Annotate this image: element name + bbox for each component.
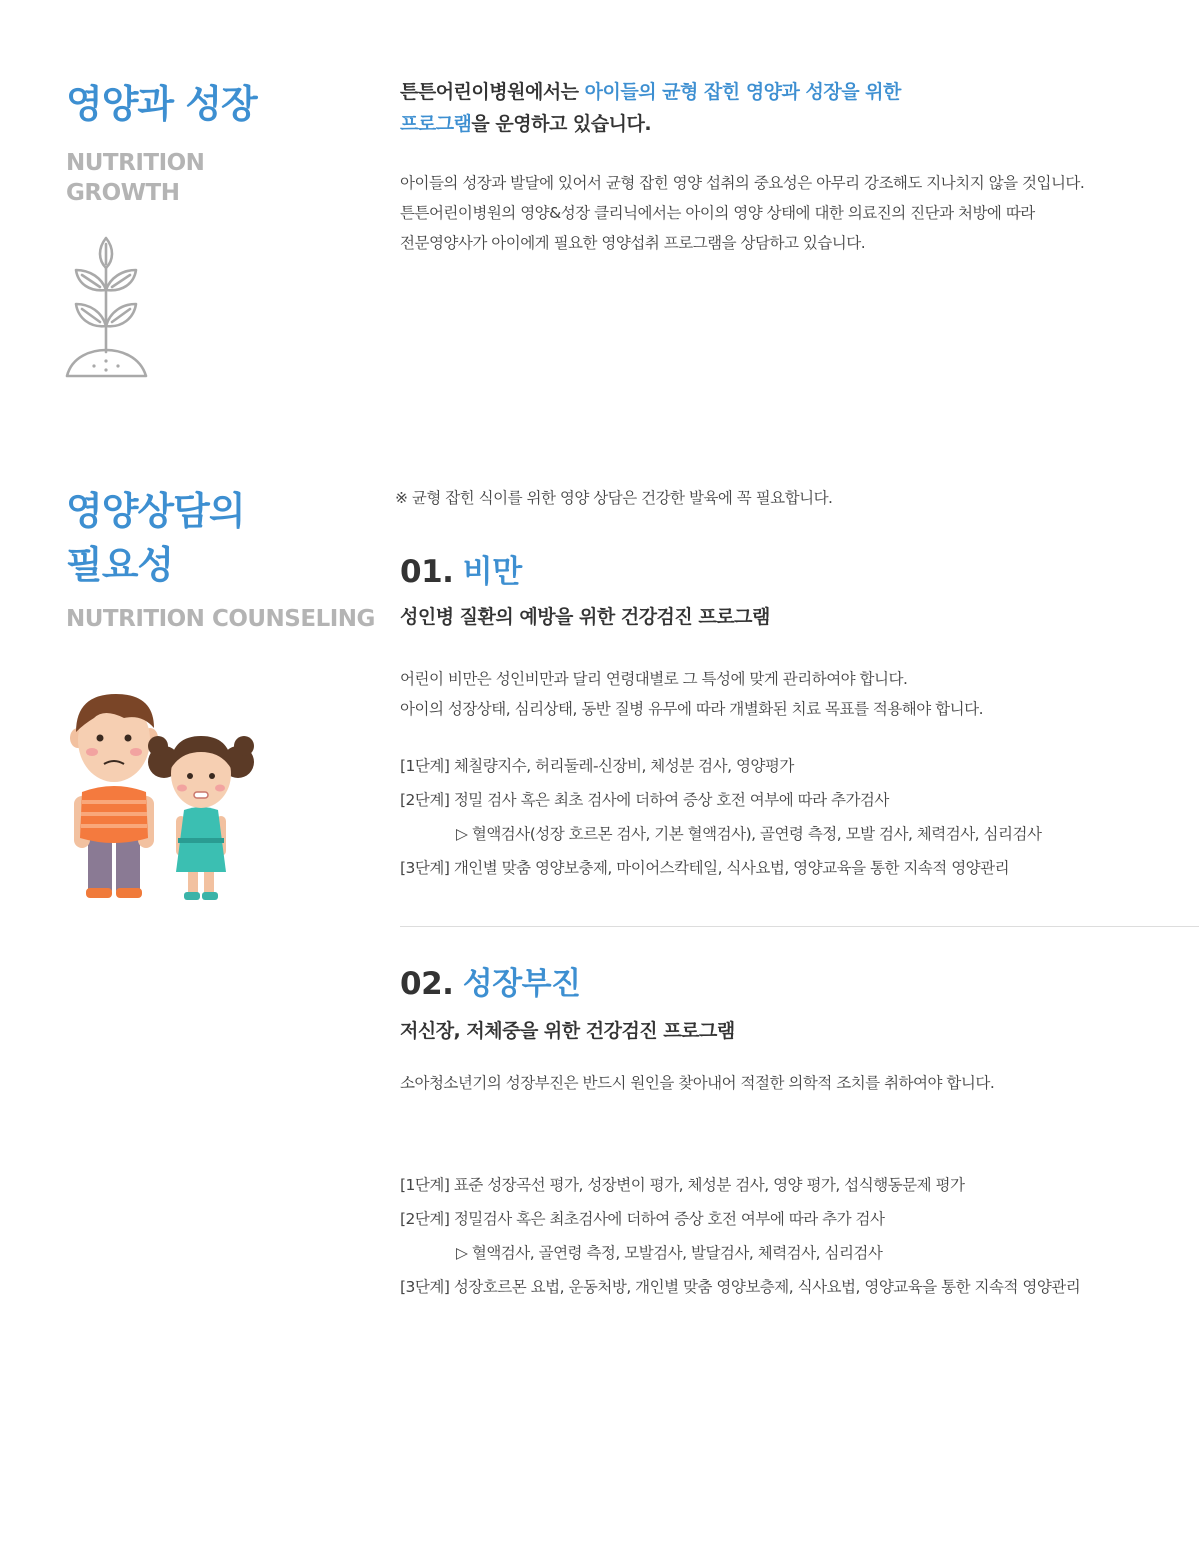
counseling-title: [66, 484, 245, 592]
section2-number: 02.: [400, 966, 454, 1002]
section1-name: 비만: [462, 554, 522, 590]
section2-title: [400, 964, 581, 1004]
growth-title: 영양과 성장: [66, 82, 257, 126]
section2-subtitle: 저신장, 저체중을 위한 건강검진 프로그램: [400, 1020, 735, 1042]
growth-lead-highlight: 아이들의 균형 잡힌 영양과 성장을 위한: [584, 81, 901, 103]
growth-paragraph-line: 전문영양사가 아이에게 필요한 영양섭취 프로그램을 상담하고 있습니다.: [400, 234, 866, 252]
section1-steps: [400, 749, 1041, 885]
growth-lead-line1: [400, 76, 1180, 108]
section2-description: 소아청소년기의 성장부진은 반드시 원인을 찾아내어 적절한 의학적 조치를 취하여야 합니다.: [400, 1074, 995, 1092]
children-illustration: [64, 688, 264, 908]
boy-figure: [70, 694, 158, 898]
plant-sprout-icon: [62, 234, 152, 382]
section2-steps: [400, 1168, 1080, 1304]
section1-step-3: [3단계] 개인별 맞춤 영양보충제, 마이어스칵테일, 식사요법, 영양교육을 통한 지속적 영양관리: [400, 859, 1010, 877]
growth-subtitle-line1: NUTRITION: [66, 150, 205, 176]
section2-step-2-detail: ▷ 혈액검사, 골연령 측정, 모발검사, 발달검사, 체력검사, 심리검사: [456, 1244, 883, 1262]
growth-paragraph-line: 튼튼어린이병원의 영양&성장 클리닉에서는 아이의 영양 상태에 대한 의료진의 진단과 처방에 따라: [400, 204, 1035, 222]
section1-step-2: [2단계] 정밀 검사 혹은 최초 검사에 더하여 증상 호전 여부에 따라 추가검사: [400, 791, 889, 809]
growth-paragraph: [400, 168, 1084, 258]
growth-lead-text-2: 을 운영하고 있습니다.: [471, 113, 652, 135]
growth-lead-highlight-2: 프로그램: [400, 113, 472, 135]
section2-step-2: [2단계] 정밀검사 혹은 최초검사에 더하여 증상 호전 여부에 따라 추가 검사: [400, 1210, 885, 1228]
counseling-subtitle: NUTRITION COUNSELING: [66, 606, 375, 632]
section2-step-3: [3단계] 성장호르몬 요법, 운동처방, 개인별 맞춤 영양보층제, 식사요법, 영양교육을 통한 지속적 영양관리: [400, 1278, 1081, 1296]
counseling-note: ※ 균형 잡힌 식이를 위한 영양 상담은 건강한 발육에 꼭 필요합니다.: [395, 489, 833, 507]
section-divider: [400, 926, 1199, 927]
section1-number: 01.: [400, 554, 454, 590]
growth-subtitle-line2: GROWTH: [66, 180, 180, 206]
section2-name: 성장부진: [462, 966, 581, 1002]
growth-paragraph-line: 아이들의 성장과 발달에 있어서 균형 잡힌 영양 섭취의 중요성은 아무리 강조해도 지나치지 않을 것입니다.: [400, 174, 1085, 192]
section1-subtitle: 성인병 질환의 예방을 위한 건강검진 프로그램: [400, 606, 770, 628]
section1-description: [400, 664, 983, 724]
counseling-title-line1: 영양상담의: [66, 489, 245, 533]
counseling-title-line2: 필요성: [66, 543, 174, 587]
girl-figure: [148, 736, 254, 900]
section2-step-1: [1단계] 표준 성장곡선 평가, 성장변이 평가, 체성분 검사, 영양 평가, 섭식행동문제 평가: [400, 1176, 965, 1194]
section1-step-1: [1단계] 체칠량지수, 허리둘레-신장비, 체성분 검사, 영양평가: [400, 757, 794, 775]
section1-step-2-detail: ▷ 혈액검사(성장 호르몬 검사, 기본 혈액검사), 골연령 측정, 모발 검사, 체력검사, 심리검사: [456, 825, 1042, 843]
section1-description-line: 어린이 비만은 성인비만과 달리 연령대별로 그 특성에 맞게 관리하여야 합니다.: [400, 670, 908, 688]
growth-subtitle: [66, 148, 204, 208]
growth-lead-line2: [400, 108, 1180, 140]
section1-description-line: 아이의 성장상태, 심리상태, 동반 질병 유무에 따라 개별화된 치료 목표를 적용해야 합니다.: [400, 700, 984, 718]
growth-lead-text: 튼튼어린이병원에서는: [400, 81, 585, 103]
section1-title: [400, 552, 522, 592]
growth-lead: [400, 76, 1180, 140]
